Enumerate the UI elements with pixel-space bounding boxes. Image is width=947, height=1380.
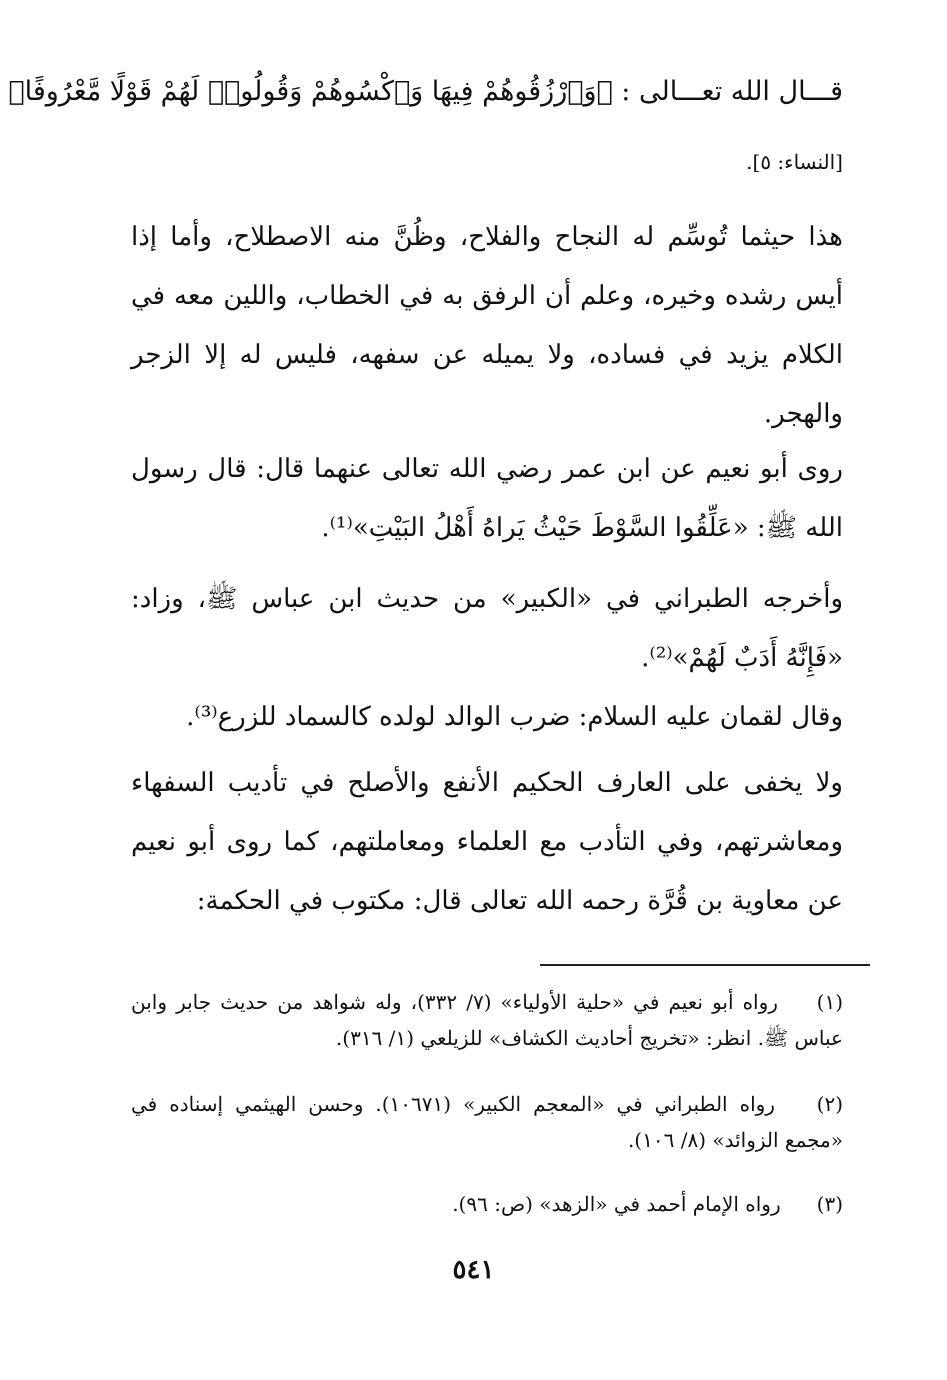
footnote-number: (٣)	[816, 1192, 843, 1216]
footnote-text: رواه الإمام أحمد في «الزهد» (ص: ٩٦).	[452, 1192, 781, 1216]
footnote-3	[131, 1186, 843, 1222]
paragraph-5: ولا يخفى على العارف الحكيم الأنفع والأصلح في تأديب السفهاء ومعاشرتهم، وفي التأدب مع العلماء ومعاملتهم، كما روى أبو نعيم عن معاوية بن قُرَّة رحمه الله تعالى قال: مكتوب في الحكمة:	[131, 768, 843, 916]
paragraph-4: وقال لقمان عليه السلام: ضرب الوالد لولده كالسماد للزرع⁽³⁾.	[186, 702, 843, 732]
paragraph-2: روى أبو نعيم عن ابن عمر رضي الله تعالى عنهما قال: قال رسول الله ﷺ: «عَلِّقُوا السَّوْطَ حَيْثُ يَراهُ أَهْلُ البَيْتِ»⁽¹⁾.	[131, 454, 843, 543]
footnote-text: رواه أبو نعيم في «حلية الأولياء» (٧/ ٣٣٢)، وله شواهد من حديث جابر وابن عباس ﷺ. انظر: «تخريج أحاديث الكشاف» للزيلعي (١/ ٣١٦).	[131, 990, 843, 1050]
footnote-text: رواه الطبراني في «المعجم الكبير» (١٠٦٧١). وحسن الهيثمي إسناده في «مجمع الزوائد» (٨/ ١٠٦).	[131, 1092, 843, 1152]
paragraph-1: هذا حيثما تُوسِّم له النجاح والفلاح، وظُنَّ منه الاصطلاح، وأما إذا أيس رشده وخيره، وعلم أن الرفق به في الخطاب، واللين معه في الكلام يزيد في فساده، ولا يميله عن سفهه، فليس له إلا الزجر والهجر.	[131, 222, 843, 429]
footnote-1	[131, 984, 843, 1056]
page-number: ٥٤١	[452, 1255, 495, 1285]
footnote-number: (١)	[816, 990, 844, 1014]
verse-line	[8, 76, 843, 107]
verse-intro: قـــال الله تعـــالى :	[621, 76, 843, 107]
verse-reference: [النساء: ٥].	[746, 150, 843, 174]
footnote-divider	[540, 964, 870, 966]
paragraph-3: وأخرجه الطبراني في «الكبير» من حديث ابن عباس ﷺ، وزاد: «فَإِنَّهُ أَدَبٌ لَهُمْ»⁽²⁾.	[131, 584, 843, 673]
footnote-2	[131, 1086, 843, 1158]
quran-verse: ﴿وَٱرْزُقُوهُمْ فِيهَا وَٱكْسُوهُمْ وَقُولُوا۟ لَهُمْ قَوْلًا مَّعْرُوفًا﴾	[8, 76, 613, 107]
footnote-number: (٢)	[816, 1092, 843, 1116]
